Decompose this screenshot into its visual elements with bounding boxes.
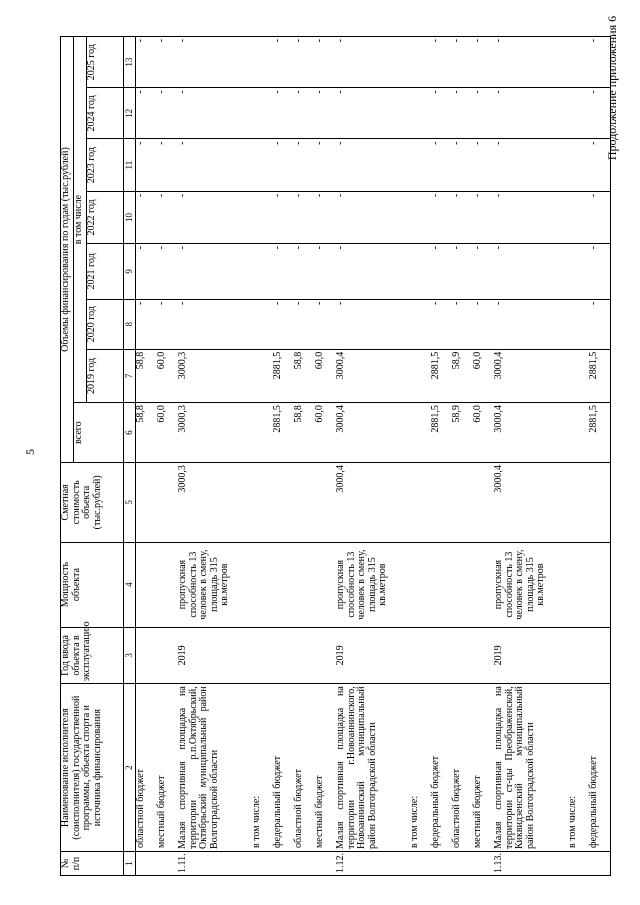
column-number: 6 [124, 403, 136, 463]
row-estimated-cost [452, 463, 473, 543]
column-number: 5 [124, 463, 136, 543]
table-row [452, 37, 473, 876]
row-2021: - [273, 244, 294, 300]
row-2019 [410, 349, 431, 402]
table-body [136, 37, 611, 876]
row-2022: - [273, 191, 294, 243]
row-2025: - [589, 37, 611, 88]
header-name: Наименование исполнителя (соисполнителя) государственной программы, объекта спорта и источника финансирования [61, 684, 124, 852]
row-capacity: пропускная способность 13 человек в смену, площадь 315 кв.метров [336, 542, 410, 627]
row-2020: - [273, 299, 294, 349]
header-year-2023: 2023 год [87, 139, 124, 191]
page-number: 5 [23, 449, 37, 455]
row-commission-year [157, 627, 178, 684]
row-estimated-cost [410, 463, 431, 543]
row-total: 58,8 [136, 403, 158, 463]
column-number: 13 [124, 37, 136, 88]
row-number [589, 852, 611, 876]
row-2025: - [315, 37, 336, 88]
row-2020 [568, 299, 589, 349]
row-2020: - [336, 299, 410, 349]
row-estimated-cost [315, 463, 336, 543]
row-2024: - [273, 88, 294, 139]
row-2024: - [589, 88, 611, 139]
row-2022: - [494, 191, 568, 243]
row-name: областной бюджет [452, 684, 473, 852]
column-number-row [124, 37, 136, 876]
row-2020 [252, 299, 273, 349]
table-header [61, 37, 136, 876]
row-total: 3000,3 [178, 403, 252, 463]
table-row [273, 37, 294, 876]
column-number: 3 [124, 627, 136, 684]
row-commission-year [136, 627, 158, 684]
row-commission-year: 2019 [494, 627, 568, 684]
row-total: 2881,5 [589, 403, 611, 463]
row-2022: - [589, 191, 611, 243]
row-2019 [252, 349, 273, 402]
row-2019: 3000,3 [178, 349, 252, 402]
row-2021: - [315, 244, 336, 300]
row-number [273, 852, 294, 876]
row-total [568, 403, 589, 463]
header-year-2020: 2020 год [87, 299, 124, 349]
row-commission-year [431, 627, 452, 684]
row-2019: 3000,4 [336, 349, 410, 402]
row-2025 [252, 37, 273, 88]
header-total: всего [74, 403, 124, 463]
row-2025: - [336, 37, 410, 88]
row-2020 [410, 299, 431, 349]
row-2022: - [336, 191, 410, 243]
row-2023: - [178, 139, 252, 191]
row-2022: - [315, 191, 336, 243]
row-2024: - [336, 88, 410, 139]
row-2020: - [294, 299, 315, 349]
row-name: местный бюджет [315, 684, 336, 852]
row-2022: - [294, 191, 315, 243]
row-2020: - [136, 299, 158, 349]
row-2021: - [136, 244, 158, 300]
row-commission-year [473, 627, 494, 684]
row-commission-year [589, 627, 611, 684]
row-2021: - [473, 244, 494, 300]
row-estimated-cost [252, 463, 273, 543]
row-2020: - [178, 299, 252, 349]
row-capacity [568, 542, 589, 627]
column-number: 8 [124, 299, 136, 349]
row-2023: - [294, 139, 315, 191]
table-row [178, 37, 252, 876]
row-estimated-cost [157, 463, 178, 543]
row-total: 60,0 [157, 403, 178, 463]
row-name: Малая спортивная площадка на территории г.Новоаннинского, Новоаннинский муниципальный район Волгоградской области [336, 684, 410, 852]
row-2023: - [494, 139, 568, 191]
row-2021: - [452, 244, 473, 300]
row-capacity [252, 542, 273, 627]
row-number [452, 852, 473, 876]
row-name: федеральный бюджет [589, 684, 611, 852]
row-commission-year [273, 627, 294, 684]
row-2022 [410, 191, 431, 243]
header-funding: Объемы финансирования по годам (тыс.рублей) [61, 37, 74, 463]
row-total: 2881,5 [431, 403, 452, 463]
row-commission-year [294, 627, 315, 684]
row-capacity [157, 542, 178, 627]
row-total [252, 403, 273, 463]
row-2019 [568, 349, 589, 402]
row-2025: - [178, 37, 252, 88]
table-row [157, 37, 178, 876]
row-estimated-cost [431, 463, 452, 543]
header-year-2025: 2025 год [87, 37, 124, 88]
row-estimated-cost [294, 463, 315, 543]
row-2025: - [452, 37, 473, 88]
row-2021 [410, 244, 431, 300]
row-name: областной бюджет [294, 684, 315, 852]
row-2024 [410, 88, 431, 139]
row-2023: - [136, 139, 158, 191]
row-name: в том числе: [568, 684, 589, 852]
row-2024: - [315, 88, 336, 139]
row-2024 [568, 88, 589, 139]
row-number: 1.11. [178, 852, 252, 876]
table-row [431, 37, 452, 876]
row-2023: - [336, 139, 410, 191]
row-2023: - [273, 139, 294, 191]
row-2022: - [136, 191, 158, 243]
row-total: 60,0 [473, 403, 494, 463]
row-2024: - [136, 88, 158, 139]
table-row [589, 37, 611, 876]
row-2022: - [178, 191, 252, 243]
column-number: 2 [124, 684, 136, 852]
row-2019: 60,0 [473, 349, 494, 402]
row-capacity [315, 542, 336, 627]
row-capacity [431, 542, 452, 627]
row-2021: - [336, 244, 410, 300]
row-2023: - [431, 139, 452, 191]
header-year: Год ввода объекта в эксплуатацию [61, 627, 124, 684]
rotated-table-container [60, 36, 630, 876]
table-row [336, 37, 410, 876]
row-2023: - [452, 139, 473, 191]
row-2021: - [294, 244, 315, 300]
row-total [410, 403, 431, 463]
header-year-2022: 2022 год [87, 191, 124, 243]
row-2020: - [157, 299, 178, 349]
row-2025: - [431, 37, 452, 88]
row-2024: - [178, 88, 252, 139]
row-2020: - [452, 299, 473, 349]
row-2023: - [157, 139, 178, 191]
column-number: 11 [124, 139, 136, 191]
row-name: в том числе: [252, 684, 273, 852]
row-2019: 58,9 [452, 349, 473, 402]
row-number [431, 852, 452, 876]
continuation-title: Продолжение приложения 6 [605, 15, 619, 161]
row-capacity [410, 542, 431, 627]
row-commission-year [315, 627, 336, 684]
row-2023: - [473, 139, 494, 191]
row-2022: - [431, 191, 452, 243]
table-row [136, 37, 158, 876]
row-name: местный бюджет [473, 684, 494, 852]
row-commission-year [568, 627, 589, 684]
row-2024 [252, 88, 273, 139]
table-row [410, 37, 431, 876]
row-capacity [136, 542, 158, 627]
row-2024: - [157, 88, 178, 139]
row-estimated-cost: 3000,3 [178, 463, 252, 543]
row-2020: - [315, 299, 336, 349]
header-capacity: Мощность объекта [61, 542, 124, 627]
table-row [315, 37, 336, 876]
row-estimated-cost [136, 463, 158, 543]
row-capacity [294, 542, 315, 627]
row-2024: - [431, 88, 452, 139]
row-2024: - [452, 88, 473, 139]
row-2021 [568, 244, 589, 300]
row-2021: - [178, 244, 252, 300]
row-number [568, 852, 589, 876]
row-2023 [252, 139, 273, 191]
column-number: 4 [124, 542, 136, 627]
row-name: федеральный бюджет [273, 684, 294, 852]
column-number: 1 [124, 852, 136, 876]
row-number [315, 852, 336, 876]
table-row [568, 37, 589, 876]
row-number: 1.12. [336, 852, 410, 876]
row-commission-year [452, 627, 473, 684]
row-2025 [568, 37, 589, 88]
row-2025: - [273, 37, 294, 88]
column-number: 12 [124, 88, 136, 139]
row-2019: 2881,5 [589, 349, 611, 402]
row-total: 2881,5 [273, 403, 294, 463]
header-including: в том числе [74, 37, 87, 403]
row-2020: - [473, 299, 494, 349]
row-2019: 3000,4 [494, 349, 568, 402]
row-name: федеральный бюджет [431, 684, 452, 852]
row-2024: - [473, 88, 494, 139]
header-cost: Сметная стоимость объекта (тыс.рублей) [61, 463, 124, 543]
row-commission-year [410, 627, 431, 684]
row-estimated-cost: 3000,4 [494, 463, 568, 543]
row-2025: - [494, 37, 568, 88]
row-total: 60,0 [315, 403, 336, 463]
table-row [473, 37, 494, 876]
row-capacity: пропускная способность 13 человек в смену, площадь 315 кв.метров [178, 542, 252, 627]
row-name: областной бюджет [136, 684, 158, 852]
row-2020: - [431, 299, 452, 349]
row-estimated-cost: 3000,4 [336, 463, 410, 543]
column-number: 7 [124, 349, 136, 402]
row-2019: 60,0 [157, 349, 178, 402]
row-number [252, 852, 273, 876]
header-year-2021: 2021 год [87, 244, 124, 300]
row-name: Малая спортивная площадка на территории р.п.Октябрьский, Октябрьский муниципальный район Волгоградской области [178, 684, 252, 852]
row-2025 [410, 37, 431, 88]
row-commission-year: 2019 [336, 627, 410, 684]
row-2021: - [494, 244, 568, 300]
row-total: 3000,4 [336, 403, 410, 463]
row-name: в том числе: [410, 684, 431, 852]
row-number [157, 852, 178, 876]
row-2023: - [589, 139, 611, 191]
row-2025: - [294, 37, 315, 88]
column-number: 10 [124, 191, 136, 243]
row-total: 3000,4 [494, 403, 568, 463]
row-estimated-cost [568, 463, 589, 543]
row-2024: - [494, 88, 568, 139]
funding-table [60, 36, 611, 876]
row-2022: - [157, 191, 178, 243]
row-2023 [410, 139, 431, 191]
row-2021: - [589, 244, 611, 300]
header-year-2019: 2019 год [87, 349, 124, 402]
row-estimated-cost [273, 463, 294, 543]
row-2019: 58,8 [294, 349, 315, 402]
row-capacity [452, 542, 473, 627]
row-2023 [568, 139, 589, 191]
row-number: 1.13. [494, 852, 568, 876]
row-total: 58,8 [294, 403, 315, 463]
row-2023: - [315, 139, 336, 191]
row-capacity [589, 542, 611, 627]
row-commission-year [252, 627, 273, 684]
row-number [410, 852, 431, 876]
header-year-2024: 2024 год [87, 88, 124, 139]
row-2019: 2881,5 [431, 349, 452, 402]
row-name: Малая спортивная площадка на территории ст-цы Преображенской, Киквидзенский муниципальный район Волгоградской области [494, 684, 568, 852]
row-2019: 2881,5 [273, 349, 294, 402]
row-name: местный бюджет [157, 684, 178, 852]
row-2019: 60,0 [315, 349, 336, 402]
row-capacity [273, 542, 294, 627]
header-no: № п/п [61, 852, 124, 876]
row-number [473, 852, 494, 876]
row-capacity [473, 542, 494, 627]
row-commission-year: 2019 [178, 627, 252, 684]
row-2022 [568, 191, 589, 243]
row-capacity: пропускная способность 13 человек в смену, площадь 315 кв.метров [494, 542, 568, 627]
row-estimated-cost [473, 463, 494, 543]
row-total: 58,9 [452, 403, 473, 463]
table-row [494, 37, 568, 876]
table-row [294, 37, 315, 876]
row-2025: - [136, 37, 158, 88]
row-2025: - [473, 37, 494, 88]
row-2021 [252, 244, 273, 300]
row-2025: - [157, 37, 178, 88]
row-2020: - [494, 299, 568, 349]
row-2020: - [589, 299, 611, 349]
row-2022: - [473, 191, 494, 243]
row-2024: - [294, 88, 315, 139]
row-number [294, 852, 315, 876]
row-2022: - [452, 191, 473, 243]
column-number: 9 [124, 244, 136, 300]
row-estimated-cost [589, 463, 611, 543]
row-2022 [252, 191, 273, 243]
table-row [252, 37, 273, 876]
row-2019: 58,8 [136, 349, 158, 402]
row-2021: - [157, 244, 178, 300]
row-2021: - [431, 244, 452, 300]
row-number [136, 852, 158, 876]
